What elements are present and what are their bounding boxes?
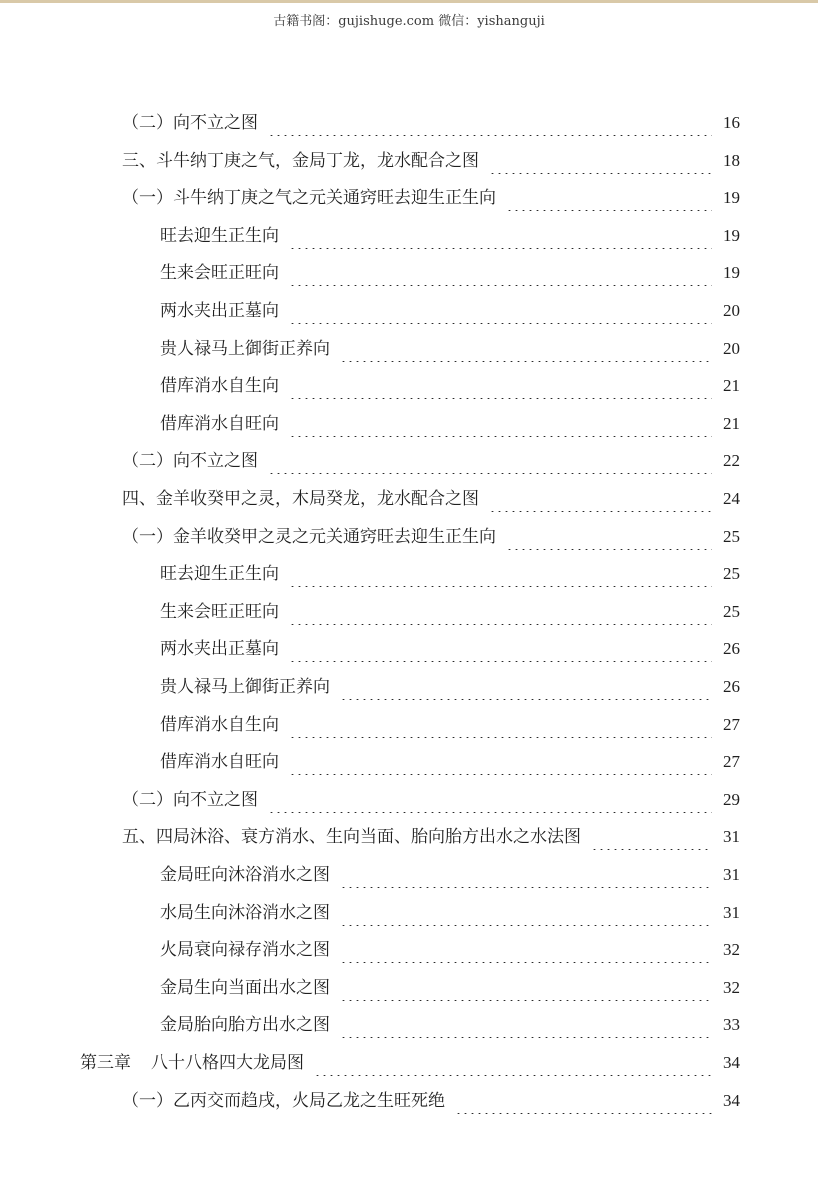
toc-page-number: 33 xyxy=(723,1015,740,1034)
toc-page-number: 19 xyxy=(723,263,740,282)
toc-entry-title: 水局生向沐浴消水之图 xyxy=(160,903,330,923)
dot-leader xyxy=(506,524,712,550)
toc-page-number: 27 xyxy=(723,752,740,771)
toc-entry[interactable] xyxy=(122,148,740,174)
dot-leader xyxy=(506,185,712,211)
toc-entry-title: 贵人禄马上御街正养向 xyxy=(160,339,330,359)
toc-entry[interactable] xyxy=(160,336,740,362)
dot-leader xyxy=(340,1012,712,1038)
toc-entry[interactable] xyxy=(160,223,740,249)
chapter-label: 第三章 xyxy=(80,1053,131,1073)
toc-entry-title: （一）斗牛纳丁庚之气之元关通窍旺去迎生正生向 xyxy=(122,188,496,208)
dot-leader xyxy=(289,749,712,775)
toc-page-number: 27 xyxy=(723,715,740,734)
toc-entry-title: 五、四局沐浴、衰方消水、生向当面、胎向胎方出水之水法图 xyxy=(122,827,581,847)
toc-entry[interactable] xyxy=(160,260,740,286)
toc-entry[interactable] xyxy=(122,185,740,211)
site-watermark: 古籍书阁：gujishuge.com 微信：yishanguji xyxy=(273,14,545,29)
toc-entry-title: 八十八格四大龙局图 xyxy=(151,1053,304,1073)
toc-page-number: 22 xyxy=(723,451,740,470)
dot-leader xyxy=(289,599,712,625)
toc-page-number: 20 xyxy=(723,301,740,320)
toc-entry[interactable] xyxy=(160,712,740,738)
toc-entry[interactable] xyxy=(160,674,740,700)
toc-entry[interactable] xyxy=(160,900,740,926)
toc-entry[interactable] xyxy=(160,749,740,775)
toc-entry[interactable] xyxy=(160,975,740,1001)
toc-entry-title: 四、金羊收癸甲之灵，木局癸龙，龙水配合之图 xyxy=(122,489,479,509)
toc-entry[interactable] xyxy=(122,110,740,136)
toc-page-number: 18 xyxy=(723,151,740,170)
toc-page-number: 31 xyxy=(723,827,740,846)
toc-page-number: 20 xyxy=(723,339,740,358)
toc-entry-title: 金局生向当面出水之图 xyxy=(160,978,330,998)
dot-leader xyxy=(289,260,712,286)
toc-entry-title: （一）乙丙交而趋戌，火局乙龙之生旺死绝 xyxy=(122,1091,445,1111)
toc-entry-title: 借库消水自生向 xyxy=(160,376,279,396)
toc-page-number: 19 xyxy=(723,226,740,245)
toc-entry-title: （二）向不立之图 xyxy=(122,113,258,133)
toc-page-number: 34 xyxy=(723,1091,740,1110)
dot-leader xyxy=(340,975,712,1001)
toc-entry[interactable] xyxy=(160,298,740,324)
dot-leader xyxy=(489,148,712,174)
toc-entry-title: （一）金羊收癸甲之灵之元关通窍旺去迎生正生向 xyxy=(122,527,496,547)
toc-page-number: 29 xyxy=(723,790,740,809)
dot-leader xyxy=(289,411,712,437)
toc-entry[interactable] xyxy=(122,486,740,512)
toc-page-number: 25 xyxy=(723,564,740,583)
dot-leader xyxy=(314,1050,712,1076)
toc-page-number: 21 xyxy=(723,376,740,395)
dot-leader xyxy=(289,223,712,249)
toc-entry[interactable] xyxy=(122,448,740,474)
toc-entry[interactable] xyxy=(160,937,740,963)
toc-page-number: 16 xyxy=(723,113,740,132)
toc-entry-title: 金局旺向沐浴消水之图 xyxy=(160,865,330,885)
dot-leader xyxy=(340,900,712,926)
toc-page-number: 31 xyxy=(723,865,740,884)
toc-entry[interactable] xyxy=(122,524,740,550)
dot-leader xyxy=(489,486,712,512)
toc-page-number: 32 xyxy=(723,940,740,959)
toc-entry[interactable] xyxy=(122,824,740,850)
toc-entry-title: 旺去迎生正生向 xyxy=(160,226,279,246)
toc-entry[interactable] xyxy=(160,373,740,399)
dot-leader xyxy=(591,824,712,850)
dot-leader xyxy=(268,787,712,813)
toc-entry-title: 金局胎向胎方出水之图 xyxy=(160,1015,330,1035)
toc-entry[interactable] xyxy=(160,599,740,625)
toc-entry-title: 两水夹出正墓向 xyxy=(160,301,279,321)
dot-leader xyxy=(268,448,712,474)
toc-entry[interactable] xyxy=(160,411,740,437)
dot-leader xyxy=(455,1088,712,1114)
toc-page-number: 26 xyxy=(723,639,740,658)
toc-entry[interactable] xyxy=(80,1050,740,1076)
toc-entry-title: 借库消水自旺向 xyxy=(160,752,279,772)
toc-entry-title: （二）向不立之图 xyxy=(122,451,258,471)
dot-leader xyxy=(289,298,712,324)
toc-page-number: 21 xyxy=(723,414,740,433)
toc-entry-title: 三、斗牛纳丁庚之气，金局丁龙，龙水配合之图 xyxy=(122,151,479,171)
toc-page-number: 31 xyxy=(723,903,740,922)
toc-entry-title: 两水夹出正墓向 xyxy=(160,639,279,659)
dot-leader xyxy=(340,336,712,362)
toc-entry-title: 火局衰向禄存消水之图 xyxy=(160,940,330,960)
toc-page-number: 32 xyxy=(723,978,740,997)
toc-entry[interactable] xyxy=(160,1012,740,1038)
dot-leader xyxy=(268,110,712,136)
toc-page-number: 25 xyxy=(723,602,740,621)
dot-leader xyxy=(289,712,712,738)
dot-leader xyxy=(340,674,712,700)
toc-entry-title: （二）向不立之图 xyxy=(122,790,258,810)
toc-entry[interactable] xyxy=(122,1088,740,1114)
toc-entry[interactable] xyxy=(160,561,740,587)
toc-page-number: 24 xyxy=(723,489,740,508)
toc-entry[interactable] xyxy=(160,862,740,888)
toc-page-number: 25 xyxy=(723,527,740,546)
toc-entry[interactable] xyxy=(122,787,740,813)
toc-page-number: 34 xyxy=(723,1053,740,1072)
toc-entry-title: 借库消水自生向 xyxy=(160,715,279,735)
toc-entry-title: 旺去迎生正生向 xyxy=(160,564,279,584)
toc-entry-title: 借库消水自旺向 xyxy=(160,414,279,434)
dot-leader xyxy=(340,937,712,963)
dot-leader xyxy=(340,862,712,888)
toc-entry[interactable] xyxy=(160,636,740,662)
dot-leader xyxy=(289,561,712,587)
dot-leader xyxy=(289,636,712,662)
toc-entry-title: 贵人禄马上御街正养向 xyxy=(160,677,330,697)
toc-entry-title: 生来会旺正旺向 xyxy=(160,602,279,622)
toc-page-number: 19 xyxy=(723,188,740,207)
dot-leader xyxy=(289,373,712,399)
toc-entry-title: 生来会旺正旺向 xyxy=(160,263,279,283)
toc-page-number: 26 xyxy=(723,677,740,696)
